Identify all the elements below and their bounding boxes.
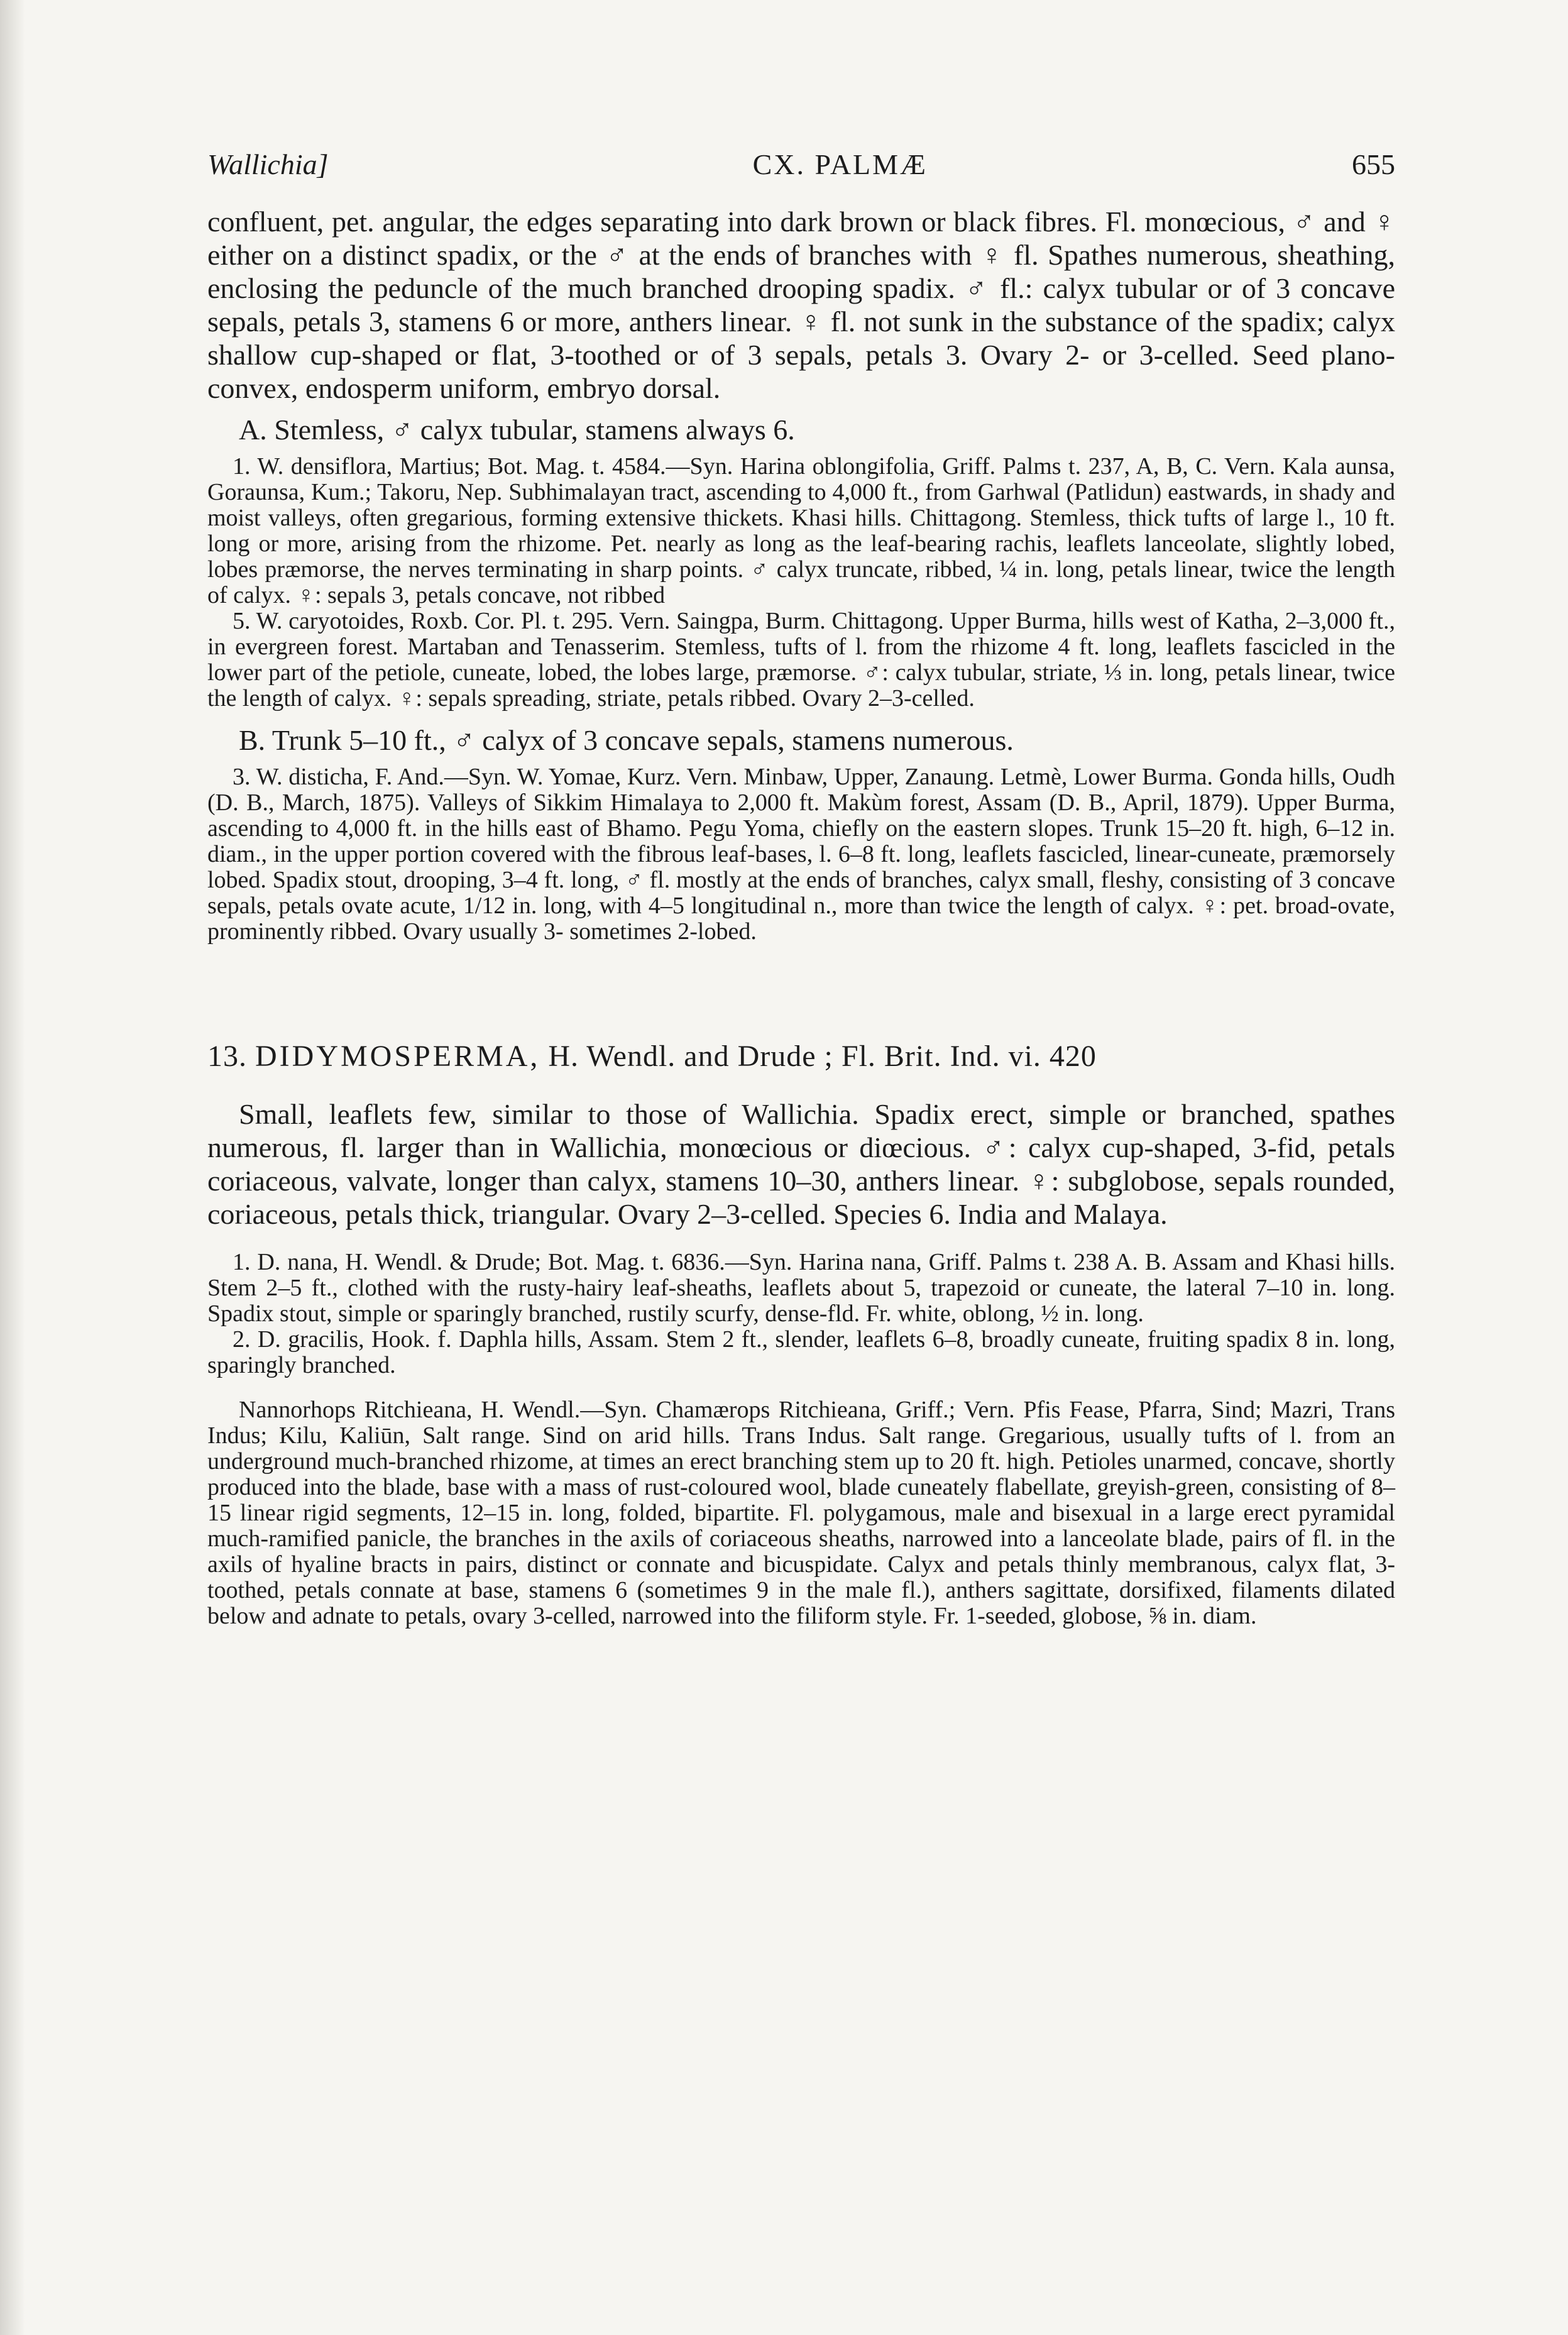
section-b-heading: B. Trunk 5–10 ft., ♂ calyx of 3 concave sepals, stamens numerous. bbox=[239, 724, 1014, 756]
header-family: CX. PALMÆ bbox=[752, 148, 928, 180]
section-a-species bbox=[207, 454, 1395, 711]
running-header bbox=[207, 148, 1395, 181]
header-genus: Wallichia] bbox=[207, 148, 329, 180]
species-entry: 2. D. gracilis, Hook. f. Daphla hills, Assam. Stem 2 ft., slender, leaflets 6–8, broadly cuneate, fruiting spadix 8 in. long, sparingly branched. bbox=[207, 1326, 1395, 1378]
species-entry: 3. W. disticha, F. And.—Syn. W. Yomae, Kurz. Vern. Minbaw, Upper, Zanaung. Letmè, Lower Burma. Gonda hills, Oudh (D. B., March, 1875). Valleys of Sikkim Himalaya to 2,000 ft. Makùm forest, Assam (D. B., April, 1879). Upper Burma, ascending to 4,000 ft. in the hills east of Bhamo. Pegu Yoma, chiefly on the eastern slopes. Trunk 15–20 ft. high, 6–12 in. diam., in the upper portion covered with the fibrous leaf-bases, l. 6–8 ft. long, leaflets fascicled, linear-cuneate, præmorsely lobed. Spadix stout, drooping, 3–4 ft. long, ♂ fl. mostly at the ends of branches, calyx small, fleshy, consisting of 3 concave sepals, petals ovate acute, 1/12 in. long, with 4–5 longitudinal n., more than twice the length of calyx. ♀: pet. broad-ovate, prominently ribbed. Ovary usually 3- sometimes 2-lobed. bbox=[207, 764, 1395, 945]
genus-heading bbox=[207, 1039, 1395, 1074]
species-entry: 1. W. densiflora, Martius; Bot. Mag. t. 4584.—Syn. Harina oblongifolia, Griff. Palms t. 237, A, B, C. Vern. Kala aunsa, Goraunsa, Kum.; Takoru, Nep. Subhimalayan tract, ascending to 4,000 ft., from Garhwal (Patlidun) eastwards, in shady and moist valleys, often gregarious, forming extensive thickets. Khasi hills. Chittagong. Stemless, thick tufts of large l., 10 ft. long or more, arising from the rhizome. Pet. nearly as long as the leaf-bearing rachis, leaflets lanceolate, slightly lobed, lobes præmorse, the nerves terminating in sharp points. ♂ calyx truncate, ribbed, ¼ in. long, petals linear, twice the length of calyx. ♀: sepals 3, petals concave, not ribbed bbox=[207, 453, 1395, 608]
page-binding-edge bbox=[0, 0, 25, 2335]
species-entry: 1. D. nana, H. Wendl. & Drude; Bot. Mag. t. 6836.—Syn. Harina nana, Griff. Palms t. 238 A. B. Assam and Khasi hills. Stem 2–5 ft., clothed with the rusty-hairy leaf-sheaths, leaflets about 5, trapezoid or cuneate, the lateral 7–10 in. long. Spadix stout, simple or sparingly branched, rustily scurfy, dense-fld. Fr. white, oblong, ½ in. long. bbox=[207, 1249, 1395, 1327]
nannorhops-entry: Nannorhops Ritchieana, H. Wendl.—Syn. Chamærops Ritchieana, Griff.; Vern. Pfis Fease, Pfarra, Sind; Mazri, Trans Indus; Kilu, Kaliūn, Salt range. Sind on arid hills. Trans Indus. Salt range. Gregarious, usually tufts of l. from an underground much-branched rhizome, at times an erect branching stem up to 20 ft. high. Petioles unarmed, concave, shortly produced into the blade, base with a mass of rust-coloured wool, blade cuneately flabellate, greyish-green, consisting of 8–15 linear rigid segments, 12–15 in. long, folded, bipartite. Fl. polygamous, male and bisexual in a large erect pyramidal much-ramified panicle, the branches in the axils of coriaceous sheaths, narrowed into a lanceolate blade, pairs of fl. in the axils of hyaline bracts in pairs, distinct or connate and bicuspidate. Calyx and petals thinly membranous, calyx flat, 3-toothed, petals connate at base, stamens 6 (sometimes 9 in the male fl.), anthers sagittate, dorsifixed, filaments dilated below and adnate to petals, ovary 3-celled, narrowed into the filiform style. Fr. 1-seeded, globose, ⅝ in. diam. bbox=[207, 1397, 1395, 1629]
genus-species bbox=[207, 1250, 1395, 1378]
genus-description: Small, leaflets few, similar to those of Wallichia. Spadix erect, simple or branched, spathes numerous, fl. larger than in Wallichia, monœcious or diœcious. ♂: calyx cup-shaped, 3-fid, petals coriaceous, valvate, longer than calyx, stamens 10–30, anthers linear. ♀: subglobose, sepals rounded, coriaceous, petals thick, triangular. Ovary 2–3-celled. Species 6. India and Malaya. bbox=[207, 1098, 1395, 1230]
species-entry: 5. W. caryotoides, Roxb. Cor. Pl. t. 295. Vern. Saingpa, Burm. Chittagong. Upper Burma, hills west of Katha, 2–3,000 ft., in evergreen forest. Martaban and Tenasserim. Stemless, tufts of l. from the rhizome 4 ft. long, leaflets fascicled in the lower part of the petiole, cuneate, lobed, the lobes large, præmorse. ♂: calyx tubular, striate, ⅓ in. long, petals linear, twice the length of calyx. ♀: sepals spreading, striate, petals ribbed. Ovary 2–3-celled. bbox=[207, 608, 1395, 711]
genus-name: DIDYMOSPERMA, bbox=[255, 1040, 540, 1073]
section-a-heading: A. Stemless, ♂ calyx tubular, stamens always 6. bbox=[239, 414, 795, 446]
genus-number: 13. bbox=[207, 1040, 247, 1073]
intro-paragraph: confluent, pet. angular, the edges separating into dark brown or black fibres. Fl. monœcious, ♂ and ♀ either on a distinct spadix, or the ♂ at the ends of branches with ♀ fl. Spathes numerous, sheathing, enclosing the peduncle of the much branched drooping spadix. ♂ fl.: calyx tubular or of 3 concave sepals, petals 3, stamens 6 or more, anthers linear. ♀ fl. not sunk in the substance of the spadix; calyx shallow cup-shaped or flat, 3-toothed or of 3 sepals, petals 3. Ovary 2- or 3-celled. Seed plano-convex, endosperm uniform, embryo dorsal. bbox=[207, 206, 1395, 404]
book-page bbox=[207, 148, 1395, 1629]
genus-authority: H. Wendl. and Drude ; Fl. Brit. Ind. vi. 420 bbox=[548, 1040, 1097, 1073]
section-b-species bbox=[207, 764, 1395, 945]
page-number: 655 bbox=[1352, 148, 1395, 180]
